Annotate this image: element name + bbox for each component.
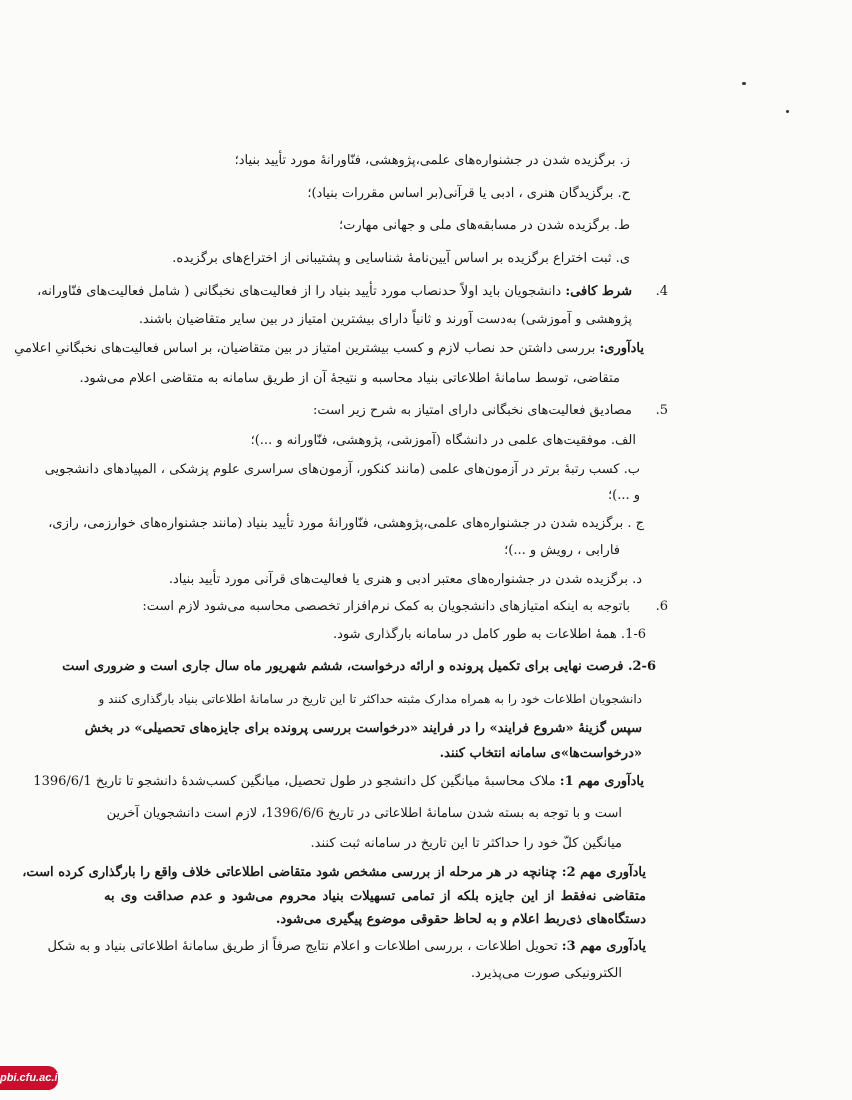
reminder-line2: متقاضی، توسط سامانهٔ اطلاعاتی بنیاد محاسبه و نتیجهٔ آن از طریق سامانه به متقاضی اعلام می‌شود. <box>79 371 620 386</box>
reminder-label: یادآوری: <box>599 341 644 356</box>
reminder2-text: چنانچه در هر مرحله از بررسی مشخص شود متقاضی اطلاعاتی خلاف واقع را بارگذاری کرده است، <box>22 865 558 880</box>
item-a: الف. موفقیت‌های علمی در دانشگاه (آموزشی، پژوهشی، فنّاورانه و ...)؛ <box>250 433 636 448</box>
watermark-logo: pbi.cfu.ac.ir <box>0 1066 58 1090</box>
section4-line2: پژوهشی و آموزشی) به‌دست آورند و ثانیاً دارای بیشترین امتیاز در بین سایر متقاضیان باشند. <box>138 312 632 327</box>
item-h: ح. برگزیدگان هنری ، ادبی یا قرآنی(بر اساس مقررات بنیاد)؛ <box>307 186 630 201</box>
reminder1-label: یادآوری مهم 1: <box>559 774 644 789</box>
item-j-line2: فارابی ، رویش و ...)؛ <box>504 543 620 558</box>
reminder3-line1 <box>47 938 646 956</box>
section6-item2-line1 <box>62 658 656 676</box>
item-d: د. برگزیده شدن در جشنواره‌های معتبر ادبی و هنری یا فعالیت‌های قرآنی مورد تأیید بنیاد. <box>168 572 642 587</box>
item-z: ز. برگزیده شدن در جشنواره‌های علمی،پژوهشی، فنّاورانهٔ مورد تأیید بنیاد؛ <box>234 153 630 168</box>
reminder3-line2: الکترونیکی صورت می‌پذیرد. <box>470 966 622 981</box>
section-number: 4. <box>655 284 668 299</box>
reminder1-line2: است و با توجه به بسته شدن سامانهٔ اطلاعاتی در تاریخ 1396/6/6، لازم است دانشجویان آخرین <box>106 806 622 821</box>
item-b-line1: ب. کسب رتبهٔ برتر در آزمون‌های علمی (مانند کنکور، آزمون‌های سراسری علوم پزشکی ، المپیادهای دانشجویی <box>44 462 640 477</box>
section5-intro: مصادیق فعالیت‌های نخبگانی دارای امتیاز به شرح زیر است: <box>312 403 632 418</box>
reminder2-label: یادآوری مهم 2: <box>561 865 646 880</box>
scan-speck <box>786 110 789 113</box>
item-t: ط. برگزیده شدن در مسابقه‌های ملی و جهانی مهارت؛ <box>338 218 630 233</box>
section6-item2-line2: دانشجویان اطلاعات خود را به همراه مدارک مثبته حداکثر تا این تاریخ در سامانهٔ اطلاعاتی بنیاد بارگذاری کنند و <box>98 692 642 706</box>
reminder2-line1 <box>22 864 646 882</box>
section-number: 6. <box>655 599 668 614</box>
section6-intro: باتوجه به اینکه امتیازهای دانشجویان به کمک نرم‌افزار تخصصی محاسبه می‌شود لازم است: <box>142 599 630 614</box>
item-y: ی. ثبت اختراع برگزیده بر اساس آیین‌نامهٔ شناسایی و پشتیبانی از اختراع‌های برگزیده. <box>172 251 630 266</box>
item-j-line1: ج . برگزیده شدن در جشنواره‌های علمی،پژوهشی، فنّاورانهٔ مورد تأیید بنیاد (مانند جشنواره‌های خوارزمی، رازی، <box>48 516 644 531</box>
reminder3-label: یادآوری مهم 3: <box>561 939 646 954</box>
reminder-line1 <box>14 340 644 358</box>
reminder1-line1 <box>33 773 644 791</box>
scan-speck <box>742 82 746 85</box>
item-b-line2: و ...)؛ <box>607 488 640 503</box>
reminder3-text: تحویل اطلاعات ، بررسی اطلاعات و اعلام نتایج صرفاً از طریق سامانهٔ اطلاعاتی بنیاد و به شکل <box>47 939 558 954</box>
section4-text: دانشجویان باید اولاً حدنصاب مورد تأیید بنیاد را از فعالیت‌های نخبگانی ( شامل فعالیت‌های فنّاورانه، <box>37 284 562 299</box>
section6-item2-line3: سپس گزینهٔ «شروع فرایند» را در فرایند «درخواست بررسی پرونده برای جایزه‌های تحصیلی» در بخش <box>84 721 642 736</box>
reminder1-line3: میانگین کلّ خود را حداکثر تا این تاریخ در سامانه ثبت کنند. <box>310 836 622 851</box>
reminder2-line3: دستگاه‌های ذی‌ربط اعلام و به لحاظ حقوقی موضوع پیگیری می‌شود. <box>275 912 646 927</box>
section6-item1: 1-6. همهٔ اطلاعات به طور کامل در سامانه بارگذاری شود. <box>332 627 646 642</box>
reminder1-text: ملاک محاسبهٔ میانگین کل دانشجو در طول تحصیل، میانگین کسب‌شدهٔ دانشجو تا تاریخ 1396/6/1 <box>33 774 556 789</box>
section6-item2-line4: «درخواست‌ها»ی سامانه انتخاب کنند. <box>439 746 642 761</box>
section-number: 5. <box>655 403 668 418</box>
reminder2-line2: متقاضی نه‌فقط از این جایزه بلکه از تمامی تسهیلات بنیاد محروم می‌شود و عدم صداقت وی به <box>104 889 646 904</box>
reminder-text: بررسی داشتن حد نصاب لازم و کسب بیشترین امتیاز در بین متقاضیان، بر اساس فعالیت‌های نخبگانیِ اعلامیِ <box>14 341 596 356</box>
section4-title: شرط کافی: <box>565 284 632 299</box>
section4-line1 <box>37 283 632 301</box>
deadline-text: 2-6. فرصت نهایی برای تکمیل پرونده و ارائه درخواست، ششم شهریور ماه سال جاری است و ضروری است <box>62 659 656 674</box>
